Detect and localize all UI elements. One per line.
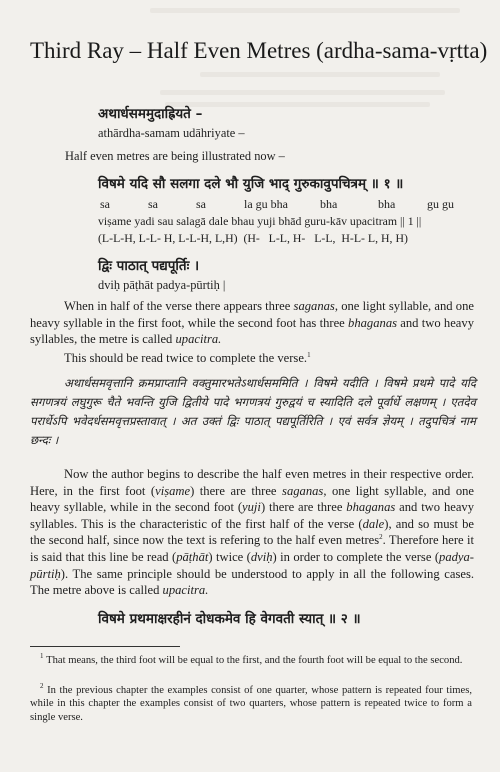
verse1-devanagari: विषमे यदि सौ सलगा दले भौ युजि भाद् गुरुकावुपचित्रम् ॥ १ ॥ — [98, 176, 404, 192]
para3-text: ) there are three — [190, 483, 283, 498]
verse1-pattern: (L-L-H, L-L- H, L-L-H, L,H) (H- L-L, H- L-L, H-L- L, H, H) — [98, 231, 408, 245]
para3-text: ). The same principle should be understood to apply in all the following cases. The metre above is called — [30, 566, 474, 598]
para3-text: ), and so must be the second half, since now the text is refering to the half even metres — [30, 516, 475, 548]
footnote-reference: 2 — [379, 533, 383, 542]
para3-term: dale — [362, 516, 385, 531]
para3-metre-name: upacitra. — [162, 583, 209, 598]
verse1-syllable-grid — [100, 197, 460, 213]
footnote-2 — [30, 684, 472, 724]
paragraph-explanation-3 — [30, 466, 474, 599]
para1-term: bhaganas — [348, 315, 398, 330]
page-heading: Third Ray – Half Even Metres (ardha-sama-vṛtta) — [30, 38, 488, 63]
para1-text: , one light syllable, and one heavy syllable in the first foot, while the second foot has three — [30, 299, 474, 330]
para3-term: saganas — [282, 483, 324, 498]
verse3-devanagari: विषमे प्रथमाक्षरहीनं दोधकमेव हि वेगवती स्यात् ॥ २ ॥ — [98, 611, 361, 627]
footnote-reference: 1 — [307, 351, 311, 359]
para3-term: padya-pūrtiḥ — [30, 549, 474, 581]
para3-term: dviḥ — [250, 549, 273, 564]
footnote-text: That means, the third foot will be equal to the first, and the fourth foot will be equal to the second. — [46, 655, 463, 666]
footnote-1 — [30, 654, 472, 667]
verse2-transliteration: dviḥ pāṭhāt padya-pūrtiḥ | — [98, 278, 226, 292]
sanskrit-commentary: अथार्धसमवृत्तानि क्रमप्राप्तानि वक्तुमारभतेऽथार्धसममिति । विषमे यदीति । विषमे प्रथमे पादे यदि सगणत्रयं लघुगुरू चैते भवन्ति युजि द्वितीये पादे भगणत्रयं गुरुद्वयं च स्यादिति दले पूर्वार्धे लक्षणम् । एतदेव परार्धेऽपि भवेदर्धसमवृत्तप्रस्तावात् । अत उक्तं द्विः पाठात् पद्यपूर्तिरिति । एवं सर्वत्र ज्ञेयम् । तदुपचित्रं नाम छन्दः । — [30, 376, 476, 447]
footnote-text: In the previous chapter the examples consist of one quarter, whose pattern is repeated four times, while in this chapter the examples consist of two quarters, whose pattern is repeated twice to form a single verse. — [30, 685, 472, 723]
para3-text: ) in order to complete the verse ( — [272, 549, 440, 564]
footnote-mark: 2 — [40, 682, 44, 690]
syllable-cell: bha — [320, 197, 338, 211]
bleed-through-line — [160, 90, 445, 95]
verse2-devanagari: द्विः पाठात् पद्यपूर्तिः । — [98, 258, 200, 274]
footnote-divider — [30, 646, 180, 647]
para3-text: , one light syllable, and one heavy syllable, while in the second foot ( — [30, 483, 474, 515]
para3-text: Now the author begins to describe the half even metres in their respective order. Here, in the first foot ( — [30, 467, 474, 498]
para1-term: saganas — [293, 299, 335, 313]
intro-transliteration: athārdha-samam udāhriyate – — [98, 126, 245, 140]
syllable-cell: sa — [100, 197, 110, 211]
paragraph-explanation-2 — [64, 350, 474, 367]
bleed-through-line — [200, 72, 440, 77]
syllable-cell: sa — [148, 197, 158, 211]
para3-text: and two heavy syllables. This is the characteristic of the first half of the verse ( — [30, 500, 475, 531]
paragraph-explanation-1 — [30, 298, 474, 348]
syllable-cell: gu gu — [427, 197, 454, 211]
intro-translation: Half even metres are being illustrated now – — [65, 149, 285, 163]
bleed-through-line — [165, 102, 430, 107]
verse1-transliteration: viṣame yadi sau salagā dale bhau yuji bhād guru-kāv upacitram || 1 || — [98, 214, 422, 228]
para1-text: When in half of the verse there appears three — [64, 299, 294, 313]
syllable-cell: la gu bha — [244, 197, 288, 211]
para3-term: pāṭhāt — [176, 549, 209, 564]
bleed-through-line — [150, 8, 460, 13]
intro-devanagari: अथार्धसममुदाह्रियते – — [98, 106, 203, 122]
para1-text: and two heavy syllables, the metre is called — [30, 315, 474, 347]
para3-text: ) there are three — [260, 500, 347, 515]
para2-text: This should be read twice to complete the verse. — [64, 351, 308, 365]
para3-text: ) twice ( — [208, 549, 251, 564]
para3-text: . Therefore here it is said that this line be read ( — [30, 533, 474, 564]
syllable-cell: bha — [378, 197, 396, 211]
para3-term: viṣame — [155, 483, 191, 498]
para3-term: yuji — [242, 500, 261, 515]
para3-term: bhaganas — [346, 500, 396, 515]
footnote-mark: 1 — [40, 652, 44, 660]
syllable-cell: sa — [196, 197, 206, 211]
para1-metre-name: upacitra. — [175, 332, 222, 347]
